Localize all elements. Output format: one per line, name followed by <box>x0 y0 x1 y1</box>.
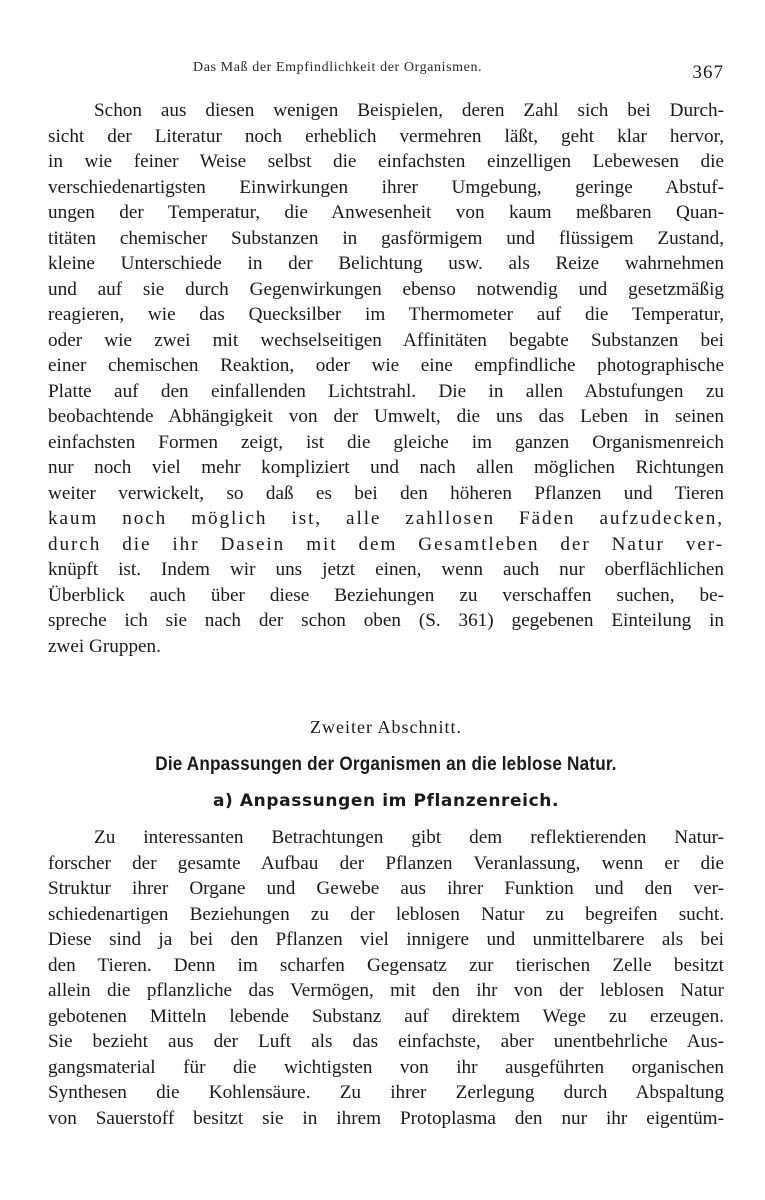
running-header <box>48 50 724 86</box>
page-number: 367 <box>692 62 724 83</box>
text-line: einfachsten Formen zeigt, ist die gleiche im ganzen Organismenreich <box>48 431 724 453</box>
text-line: beobachtende Abhängigkeit von der Umwelt, die uns das Leben in seinen <box>48 406 724 427</box>
text-line: einer chemischen Reaktion, oder wie eine empfindliche photographische <box>48 355 724 376</box>
text-line: Überblick auch über diese Beziehungen zu verschaffen suchen, be- <box>48 584 724 606</box>
text-line: Sie bezieht aus der Luft als das einfachste, aber unentbehrliche Aus- <box>48 1031 724 1052</box>
text-line: zwei Gruppen. <box>48 635 161 657</box>
text-line: gebotenen Mitteln lebende Substanz auf direktem Wege zu erzeugen. <box>48 1005 724 1027</box>
text-line: gangsmaterial für die wichtigsten von ihr ausgeführten organischen <box>48 1056 724 1078</box>
text-line: von Sauerstoff besitzt sie in ihrem Protoplasma den nur ihr eigentüm- <box>48 1107 724 1129</box>
text-line: verschiedenartigsten Einwirkungen ihrer Umgebung, geringe Abstuf- <box>48 176 724 198</box>
text-line: Schon aus diesen wenigen Beispielen, deren Zahl sich bei Durch- <box>94 100 724 121</box>
text-line: schiedenartigen Beziehungen zu der leblosen Natur zu begreifen sucht. <box>48 903 724 925</box>
text-line: weiter verwickelt, so daß es bei den höheren Pflanzen und Tieren <box>48 482 724 504</box>
text-line-emphasized: durch die ihr Dasein mit dem Gesamtleben der Natur ver- <box>48 533 724 555</box>
text-line: knüpft ist. Indem wir uns jetzt einen, wenn auch nur oberflächlichen <box>48 559 724 580</box>
text-line: in wie feiner Weise selbst die einfachsten einzelligen Lebewesen die <box>48 151 724 172</box>
running-title: Das Maß der Empfindlichkeit der Organismen. <box>193 60 483 75</box>
text-line: sicht der Literatur noch erheblich vermehren läßt, geht klar hervor, <box>48 125 724 147</box>
subsection-title: a) Anpassungen im Pflanzenreich. <box>212 791 560 811</box>
section-label: Zweiter Abschnitt. <box>310 717 462 737</box>
section-title: Die Anpassungen der Organismen an die leblose Natur. <box>155 753 617 775</box>
text-line: spreche ich sie nach der schon oben (S. 361) gegebenen Einteilung in <box>48 610 724 631</box>
text-line: titäten chemischer Substanzen in gasförmigem und flüssigem Zustand, <box>48 227 724 249</box>
text-line: ungen der Temperatur, die Anwesenheit von kaum meßbaren Quan- <box>48 202 724 223</box>
text-line: forscher der gesamte Aufbau der Pflanzen Veranlassung, wenn er die <box>48 852 724 874</box>
text-line: allein die pflanzliche das Vermögen, mit den ihr von der leblosen Natur <box>48 980 724 1001</box>
text-line-emphasized: kaum noch möglich ist, alle zahllosen Fäden aufzudecken, <box>48 508 724 529</box>
text-line: Platte auf den einfallenden Lichtstrahl. Die in allen Abstufungen zu <box>48 380 724 402</box>
book-page <box>48 50 724 1190</box>
text-line: Zu interessanten Betrachtungen gibt dem reflektierenden Natur- <box>94 827 724 848</box>
body-paragraph-1 <box>48 98 724 659</box>
text-line: reagieren, wie das Quecksilber im Thermometer auf die Temperatur, <box>48 304 724 325</box>
text-line: Synthesen die Kohlensäure. Zu ihrer Zerlegung durch Abspaltung <box>48 1082 724 1103</box>
text-line: oder wie zwei mit wechselseitigen Affinitäten begabte Substanzen bei <box>48 329 724 351</box>
text-line: Diese sind ja bei den Pflanzen viel innigere und unmittelbarere als bei <box>48 929 724 950</box>
text-line: Struktur ihrer Organe und Gewebe aus ihrer Funktion und den ver- <box>48 878 724 899</box>
text-line: kleine Unterschiede in der Belichtung usw. als Reize wahrnehmen <box>48 253 724 274</box>
text-line: nur noch viel mehr kompliziert und nach allen möglichen Richtungen <box>48 457 724 478</box>
text-line: und auf sie durch Gegenwirkungen ebenso notwendig und gesetzmäßig <box>48 278 724 300</box>
body-paragraph-2 <box>48 825 724 1131</box>
text-line: den Tieren. Denn im scharfen Gegensatz zur tierischen Zelle besitzt <box>48 954 724 976</box>
